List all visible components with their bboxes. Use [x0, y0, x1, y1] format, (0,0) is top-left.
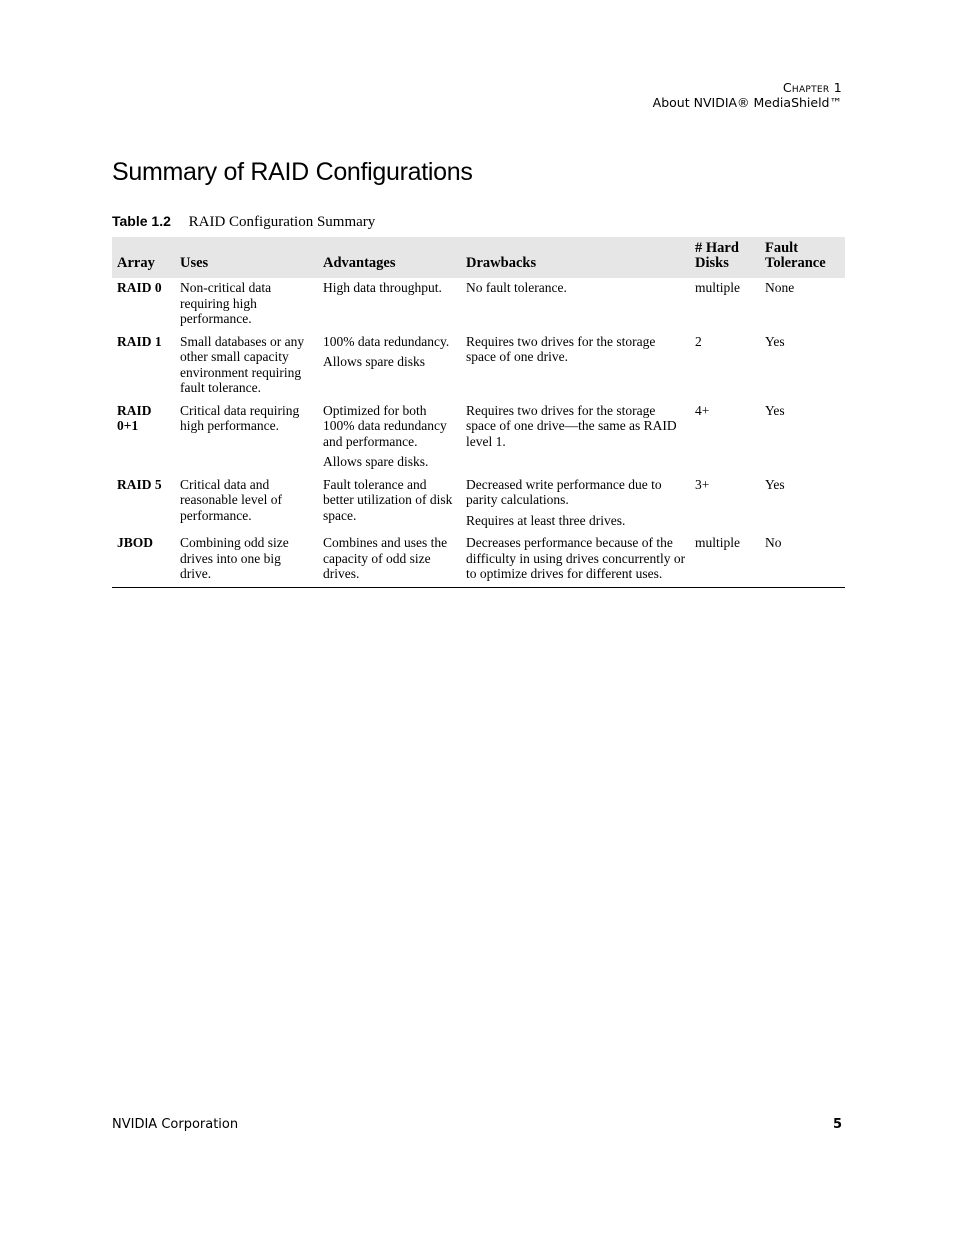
array-cell: RAID 1 [117, 333, 162, 349]
footer-company: NVIDIA Corporation [112, 1117, 239, 1132]
drawbacks-cell [461, 278, 690, 332]
advantages-cell [318, 475, 461, 534]
uses-cell: Non-critical data requiring high performance. [180, 280, 272, 326]
advantages-cell [318, 278, 461, 332]
fault-tolerance-cell: None [765, 280, 795, 295]
advantage-text: Combines and uses the capacity of odd size drives. [323, 535, 448, 581]
drawbacks-cell [461, 401, 690, 475]
drawbacks-cell [461, 533, 690, 587]
table-row [112, 332, 845, 401]
table-row [112, 475, 845, 534]
advantage-text: Fault tolerance and better utilization of disk space. [323, 476, 453, 523]
drawback-text: Requires two drives for the storage space of one drive. [466, 333, 656, 364]
advantages-cell [318, 332, 461, 401]
drawback-text: Requires at least three drives. [466, 512, 626, 528]
disks-cell: multiple [695, 535, 740, 550]
table-row [112, 401, 845, 475]
column-header: Fault Tolerance [760, 237, 845, 278]
array-cell: RAID 0 [117, 280, 162, 295]
disks-cell: 4+ [695, 402, 710, 418]
section-label: About NVIDIA® MediaShield™ [652, 95, 842, 110]
uses-cell: Small databases or any other small capacity environment requiring fault tolerance. [180, 333, 305, 395]
column-header: Drawbacks [461, 237, 690, 278]
array-cell: RAID 5 [117, 476, 162, 492]
drawback-text: Decreases performance because of the difficulty in using drives concurrently or to optimize drives for different uses. [466, 535, 686, 581]
advantage-text: Optimized for both 100% data redundancy and performance. [323, 402, 447, 449]
disks-cell: 3+ [695, 476, 710, 492]
fault-tolerance-cell: No [765, 535, 782, 550]
table-row [112, 278, 845, 332]
table-row [112, 533, 845, 587]
fault-tolerance-cell: Yes [765, 333, 785, 349]
advantage-text: 100% data redundancy. [323, 333, 450, 349]
drawbacks-cell [461, 332, 690, 401]
drawbacks-cell [461, 475, 690, 534]
column-header: Array [112, 237, 175, 278]
advantages-cell [318, 533, 461, 587]
fault-tolerance-cell: Yes [765, 476, 785, 492]
advantage-text: Allows spare disks. [323, 454, 429, 469]
advantage-text: High data throughput. [323, 280, 442, 295]
advantage-text: Allows spare disks [323, 354, 425, 369]
running-header [653, 80, 842, 110]
table-caption-text: RAID Configuration Summary [188, 214, 376, 230]
chapter-label: Chapter 1 [782, 80, 842, 95]
raid-summary-table [112, 237, 845, 588]
disks-cell: 2 [695, 333, 702, 349]
array-cell: JBOD [117, 535, 154, 550]
table-caption-label: Table 1.2 [112, 213, 171, 229]
advantages-cell [318, 401, 461, 475]
column-header: Advantages [318, 237, 461, 278]
array-cell: RAID 0+1 [117, 402, 152, 433]
uses-cell: Combining odd size drives into one big drive. [180, 535, 289, 581]
page-title: Summary of RAID Configurations [112, 158, 473, 186]
drawback-text: Decreased write performance due to parity calculations. [466, 476, 662, 507]
uses-cell: Critical data requiring high performance. [180, 402, 300, 433]
fault-tolerance-cell: Yes [765, 402, 785, 418]
uses-cell: Critical data and reasonable level of performance. [180, 476, 282, 523]
column-header: Uses [175, 237, 318, 278]
page-number: 5 [832, 1117, 842, 1132]
table-caption [112, 213, 375, 231]
column-header: # Hard Disks [690, 237, 760, 278]
table-header-row [112, 237, 845, 278]
drawback-text: Requires two drives for the storage space of one drive—the same as RAID level 1. [466, 402, 677, 449]
disks-cell: multiple [695, 280, 740, 295]
drawback-text: No fault tolerance. [466, 280, 567, 295]
